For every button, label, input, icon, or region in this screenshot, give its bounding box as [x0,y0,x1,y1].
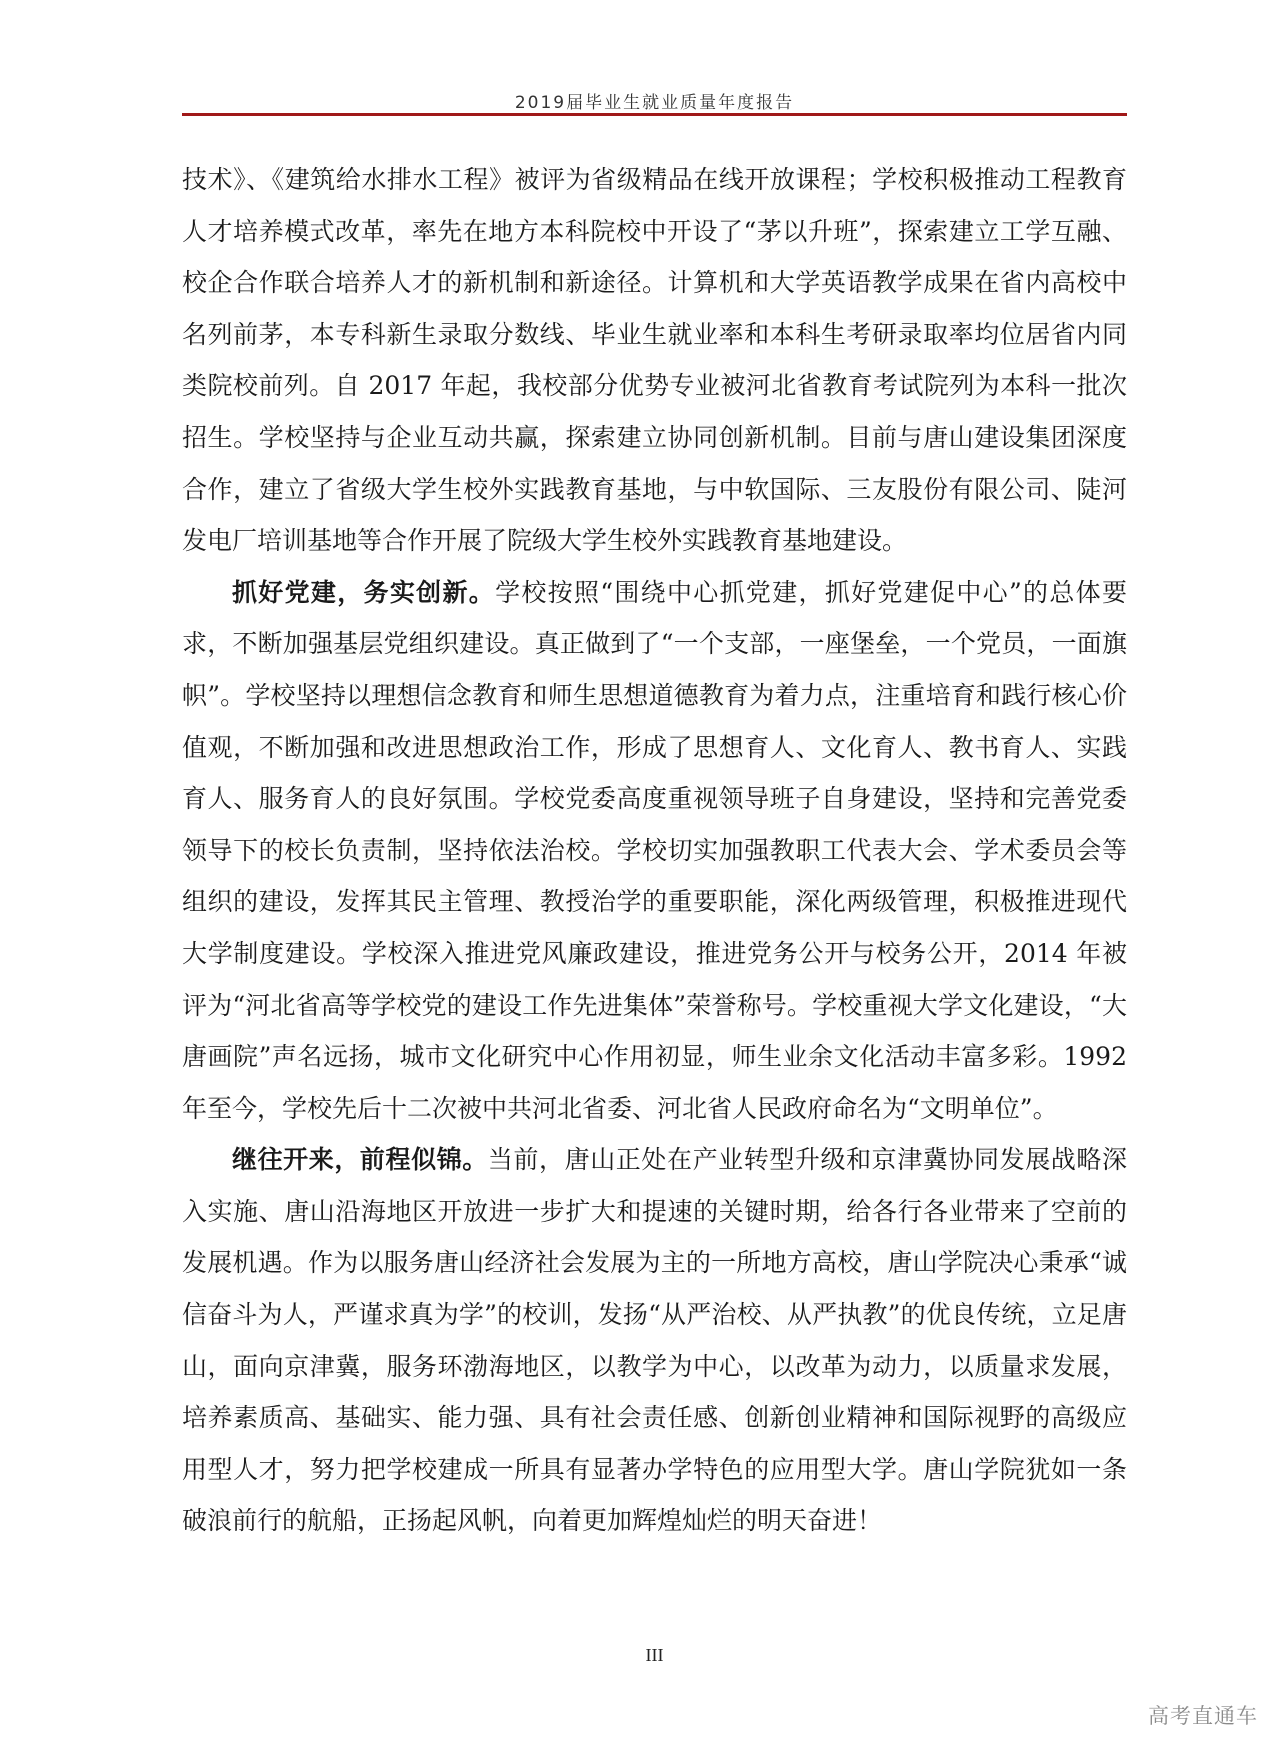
paragraph-lead: 继往开来，前程似锦。 [232,1145,488,1175]
paragraph-text: 技术》、《建筑给水排水工程》被评为省级精品在线开放课程；学校积极推动工程教育人才培养模式改革，率先在地方本科院校中开设了“茅以升班”，探索建立工学互融、校企合作联合培养人才的新机制和新途径。计算机和大学英语教学成果在省内高校中名列前茅，本专科新生录取分数线、毕业生就业率和本科生考研录取率均位居省内同类院校前列。自 2017 年起，我校部分优势专业被河北省教育考试院列为本科一批次招生。学校坚持与企业互动共赢，探索建立协同创新机制。目前与唐山建设集团深度合作，建立了省级大学生校外实践教育基地，与中软国际、三友股份有限公司、陡河发电厂培训基地等合作开展了院级大学生校外实践教育基地建设。 [182,165,1127,556]
paragraph-text: 学校按照“围绕中心抓党建，抓好党建促中心”的总体要求，不断加强基层党组织建设。真正做到了“一个支部，一座堡垒，一个党员，一面旗帜”。学校坚持以理想信念教育和师生思想道德教育为着力点，注重培育和践行核心价值观，不断加强和改进思想政治工作，形成了思想育人、文化育人、教书育人、实践育人、服务育人的良好氛围。学校党委高度重视领导班子自身建设，坚持和完善党委领导下的校长负责制，坚持依法治校。学校切实加强教职工代表大会、学术委员会等组织的建设，发挥其民主管理、教授治学的重要职能，深化两级管理，积极推进现代大学制度建设。学校深入推进党风廉政建设，推进党务公开与校务公开，2014 年被评为“河北省高等学校党的建设工作先进集体”荣誉称号。学校重视大学文化建设，“大唐画院”声名远扬，城市文化研究中心作用初显，师生业余文化活动丰富多彩。1992 年至今，学校先后十二次被中共河北省委、河北省人民政府命名为“文明单位”。 [182,577,1127,1123]
paragraph-future [182,1134,1127,1547]
paragraph-continuation [182,154,1127,567]
paragraph-lead: 抓好党建，务实创新。 [232,577,496,607]
body-text [182,154,1127,1547]
watermark: 高考直通车 [1148,1704,1258,1728]
header-divider [182,113,1127,116]
paragraph-party-building [182,567,1127,1135]
page-number: III [645,1645,664,1665]
paragraph-text: 当前，唐山正处在产业转型升级和京津冀协同发展战略深入实施、唐山沿海地区开放进一步扩大和提速的关键时期，给各行各业带来了空前的发展机遇。作为以服务唐山经济社会发展为主的一所地方高校，唐山学院决心秉承“诚信奋斗为人，严谨求真为学”的校训，发扬“从严治校、从严执教”的优良传统，立足唐山，面向京津冀，服务环渤海地区，以教学为中心，以改革为动力，以质量求发展，培养素质高、基础实、能力强、具有社会责任感、创新创业精神和国际视野的高级应用型人才，努力把学校建成一所具有显著办学特色的应用型大学。唐山学院犹如一条破浪前行的航船，正扬起风帆，向着更加辉煌灿烂的明天奋进！ [182,1145,1127,1536]
running-header: 2019届毕业生就业质量年度报告 [514,93,795,113]
